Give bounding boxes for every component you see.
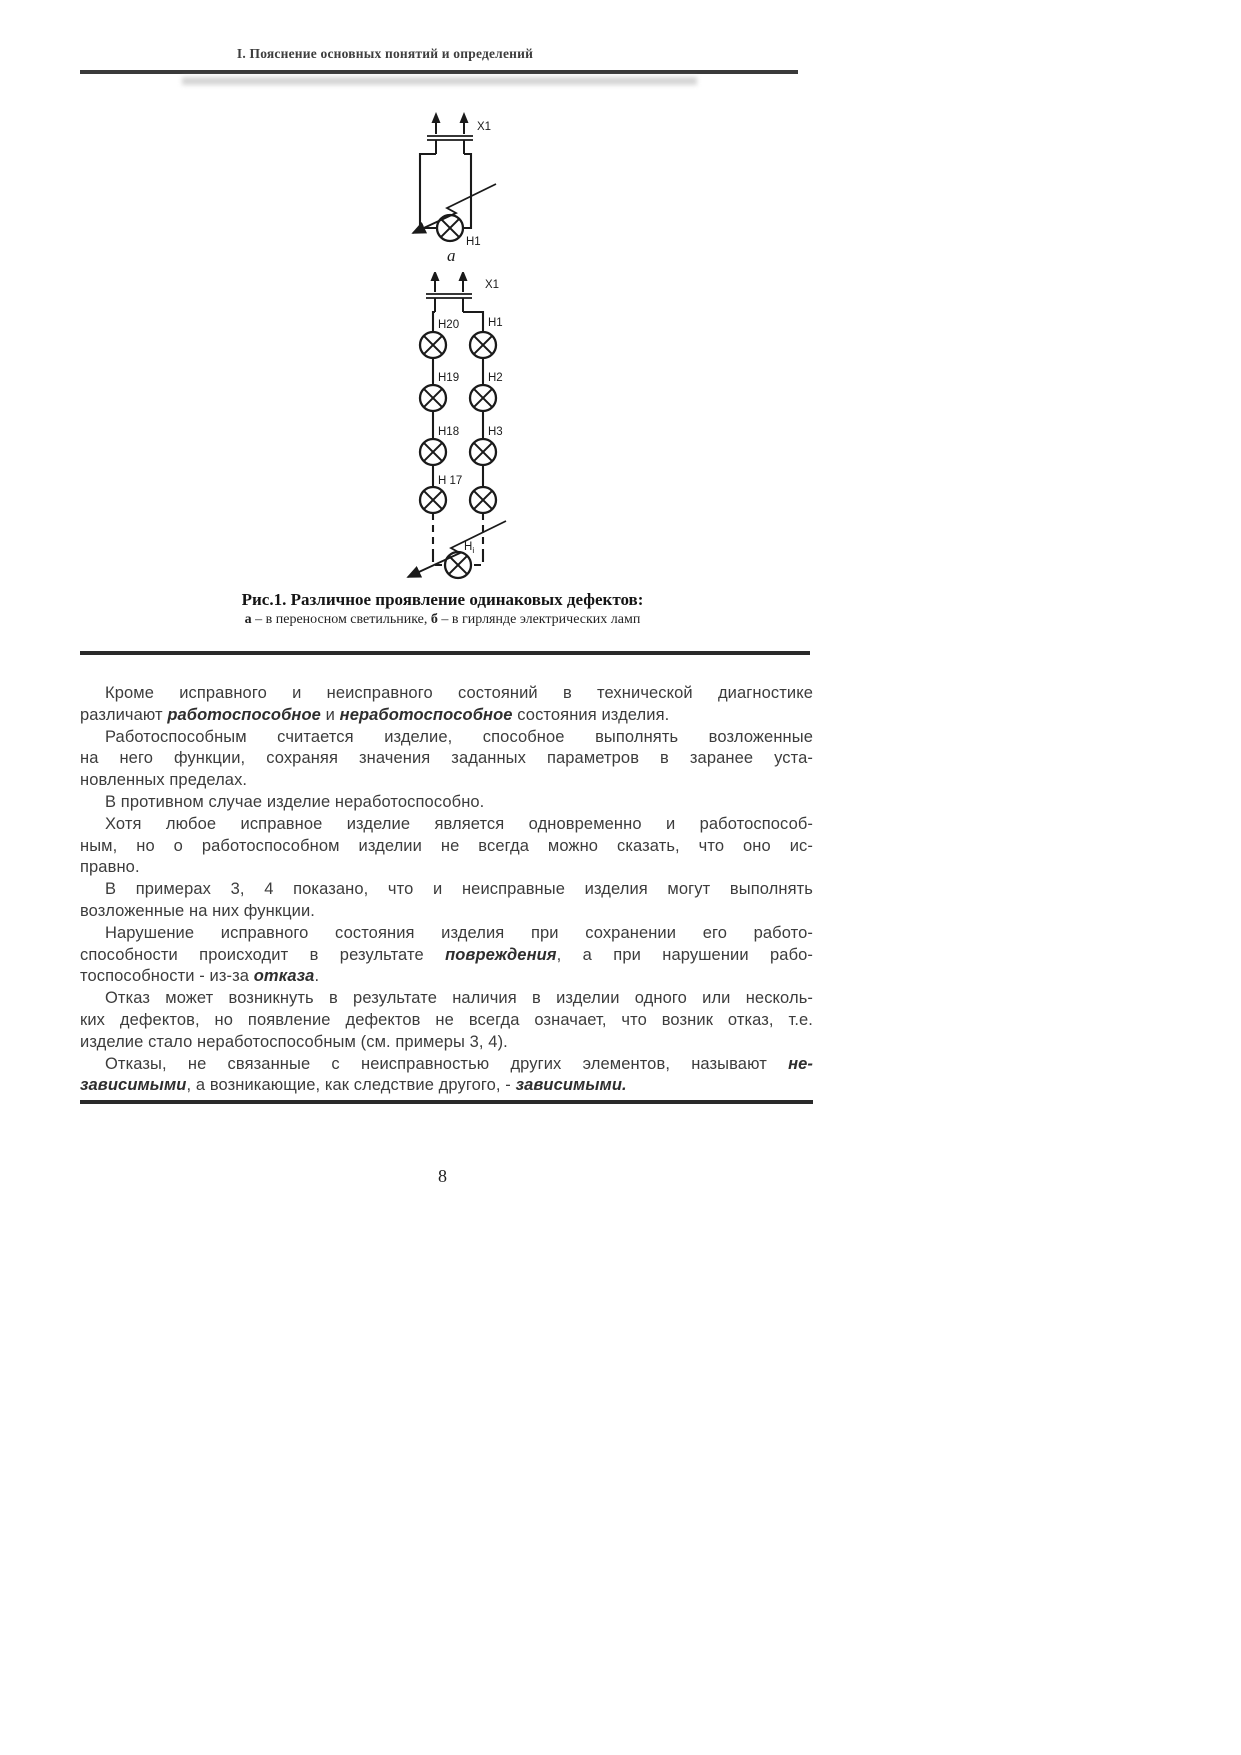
lamp-icon: [420, 385, 446, 411]
plug-label: X1: [477, 121, 492, 133]
section-rule-top: [80, 651, 810, 655]
emphasis-text: зависимыми: [80, 1076, 187, 1095]
text-run: – в гирлянде электрических ламп: [437, 612, 641, 627]
lamp-icon: [445, 552, 471, 578]
lamp-icon: [420, 439, 446, 465]
text-run: на него функции, сохраняя значения заданных параметров в заранее уста-: [80, 749, 813, 768]
lamp-label: H2: [488, 372, 503, 384]
body-line: [80, 966, 813, 988]
text-run: ких дефектов, но появление дефектов не всегда означает, что возник отказ, т.е.: [80, 1010, 813, 1029]
lamp-label: H1: [488, 317, 503, 329]
body-line: [80, 945, 813, 967]
lamp-icon: [470, 385, 496, 411]
text-run: Нарушение исправного состояния изделия при сохранении его работо-: [105, 923, 813, 942]
diagram-b: [363, 272, 553, 590]
diagram-a: [363, 112, 553, 264]
body-line: [80, 1032, 813, 1054]
lamp-icon: [420, 487, 446, 513]
text-run: ным, но о работоспособном изделии не всегда можно сказать, что оно ис-: [80, 836, 813, 855]
body-line: [80, 1010, 813, 1032]
text-run: – в переносном светильнике,: [251, 612, 431, 627]
emphasis-text: работоспособное: [167, 705, 321, 724]
text-run: Отказы, не связанные с неисправностью других элементов, называют: [105, 1054, 789, 1073]
body-line: [80, 901, 813, 923]
body-line: [80, 814, 813, 836]
text-run: Работоспособным считается изделие, способное выполнять возложенные: [105, 727, 813, 746]
figure-subcaption: [75, 612, 810, 628]
plug-label: X1: [485, 279, 500, 291]
running-head: I. Пояснение основных понятий и определений: [236, 46, 534, 61]
text-run: правно.: [80, 858, 140, 877]
emphasis-text: неработоспособное: [339, 705, 513, 724]
body-line: [80, 857, 813, 879]
lamp-icon: [437, 215, 463, 241]
header-rule: [80, 70, 798, 74]
emphasis-text: а: [244, 612, 252, 627]
plug-icon: [427, 112, 473, 154]
text-run: тоспособности - из-за: [80, 967, 254, 986]
lamp-icon: [470, 332, 496, 358]
body-line: [80, 683, 813, 705]
diagram-a-label: а: [447, 246, 456, 264]
body-line: [80, 727, 813, 749]
lamp-label: H19: [438, 372, 460, 384]
figure-caption: Рис.1. Различное проявление одинаковых дефектов:: [241, 590, 644, 609]
text-run: В противном случае изделие неработоспособно.: [105, 792, 485, 811]
body-line: [80, 923, 813, 945]
body-line: [80, 748, 813, 770]
emphasis-text: б: [430, 612, 438, 627]
plug-icon: [426, 272, 472, 312]
body-line: [80, 1075, 813, 1097]
emphasis-text: отказа: [253, 967, 315, 986]
body-line: [80, 879, 813, 901]
body-line: [80, 705, 813, 727]
body-line: [80, 836, 813, 858]
text-run: Хотя любое исправное изделие является одновременно и работоспособ-: [105, 814, 813, 833]
lamp-label: H1: [466, 236, 481, 248]
lamp-label: H18: [438, 426, 460, 438]
text-run: и: [320, 705, 340, 724]
text-run: новленных пределах.: [80, 771, 248, 790]
emphasis-text: зависимыми.: [515, 1076, 627, 1095]
body-line: [80, 1054, 813, 1076]
lamp-icon: [420, 332, 446, 358]
text-run: способности происходит в результате: [80, 945, 446, 964]
lamp-label: H20: [438, 319, 460, 331]
text-run: Кроме исправного и неисправного состояний в технической диагностике: [105, 684, 813, 702]
body-line: [80, 988, 813, 1010]
text-run: различают: [80, 705, 168, 724]
lamp-icon: [470, 439, 496, 465]
lamp-icon: [470, 487, 496, 513]
text-run: , а возникающие, как следствие другого, -: [186, 1076, 516, 1095]
header-rule-shadow: [182, 77, 697, 85]
text-run: возложенные на них функции.: [80, 901, 315, 920]
text-run: состояния изделия.: [512, 705, 670, 724]
emphasis-text: повреждения: [445, 945, 557, 964]
lamp-label: Hi: [464, 541, 475, 555]
text-run: , а при нарушении рабо-: [556, 945, 813, 964]
emphasis-text: не-: [788, 1054, 813, 1073]
body-text: [80, 683, 813, 1097]
text-run: Отказ может возникнуть в результате наличия в изделии одного или несколь-: [105, 989, 813, 1008]
lamp-label: H3: [488, 426, 503, 438]
lamp-label: H 17: [438, 475, 463, 487]
section-rule-bottom: [80, 1100, 813, 1104]
body-line: [80, 792, 813, 814]
page-number: 8: [438, 1166, 447, 1186]
body-line: [80, 770, 813, 792]
text-run: изделие стало неработоспособным (см. примеры 3, 4).: [80, 1032, 508, 1051]
text-run: .: [314, 967, 320, 986]
text-run: В примерах 3, 4 показано, что и неисправные изделия могут выполнять: [105, 880, 813, 899]
